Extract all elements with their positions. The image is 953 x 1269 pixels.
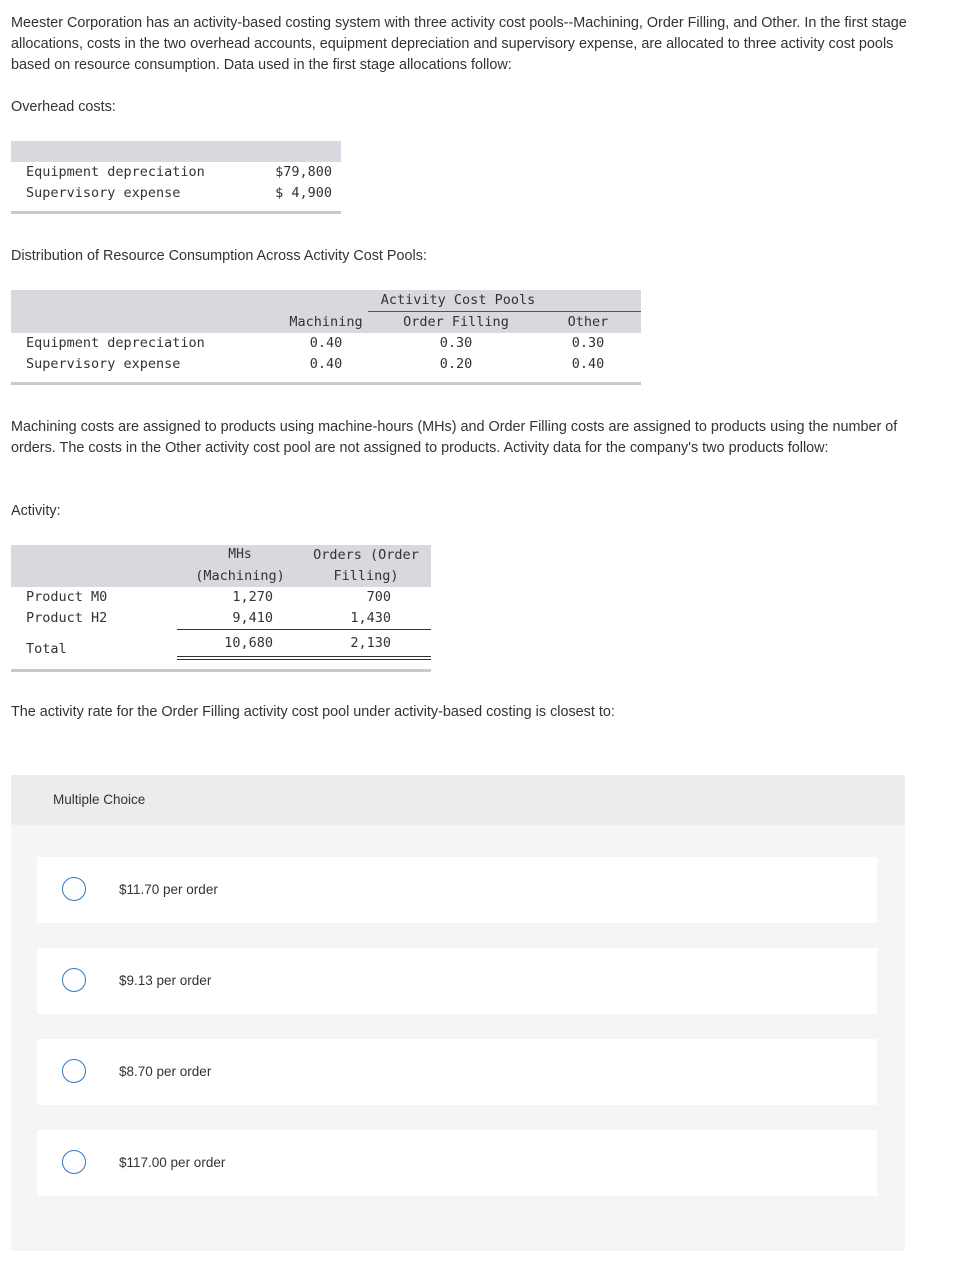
radio-button[interactable] [62,968,86,992]
machining-text: Machining costs are assigned to products using machine-hours (MHs) and Order Filling costs are assigned to products using the number of orders. The costs in the Other activity cost pool are not assigned to products. Activity data for the company's two products follow: [11,419,898,456]
choice-label: $117.00 per order [119,1155,226,1170]
activity-mhs: 1,270 [232,589,273,605]
choice-label: $9.13 per order [119,973,212,988]
activity-total-orders: 2,130 [350,635,391,651]
column-header-other: Other [567,314,609,330]
activity-mhs: 9,410 [232,610,273,626]
activity-total-label: Total [26,641,67,657]
distribution-value: 0.40 [309,356,343,372]
column-header-order-filling: Order Filling [403,314,509,330]
overhead-row-amount: $ 4,900 [275,185,332,201]
overhead-label: Overhead costs: [11,99,116,115]
choice-option-3[interactable] [37,1039,877,1105]
distribution-value: 0.30 [439,335,473,351]
activity-total-mhs: 10,680 [224,635,273,651]
activity-row-name: Product H2 [26,610,108,626]
multiple-choice-title: Multiple Choice [53,792,146,807]
choice-label: $11.70 per order [119,882,218,897]
orders-header-line2: Filling) [333,568,399,584]
question-text: The activity rate for the Order Filling activity cost pool under activity-based costing is closest to: [11,704,615,720]
activity-orders: 1,430 [350,610,391,626]
distribution-value: 0.40 [571,356,605,372]
mhs-header-line2: (Machining) [195,568,285,584]
radio-button[interactable] [62,1059,86,1083]
choice-option-2[interactable] [37,948,877,1014]
orders-header-line1: Orders (Order [313,547,419,563]
group-header: Activity Cost Pools [380,292,536,308]
multiple-choice-header [11,775,905,825]
distribution-row-name: Equipment depreciation [26,335,205,351]
column-header-machining: Machining [289,314,363,330]
overhead-row-name: Equipment depreciation [26,164,205,180]
mhs-header-line1: MHs [228,547,252,562]
distribution-row-name: Supervisory expense [26,356,181,372]
choice-option-1[interactable] [37,857,877,923]
activity-row-name: Product M0 [26,589,108,605]
overhead-row-name: Supervisory expense [26,185,181,201]
distribution-value: 0.30 [571,335,605,351]
radio-button[interactable] [62,877,86,901]
activity-label: Activity: [11,503,61,519]
distribution-value: 0.40 [309,335,343,351]
overhead-row-amount: $79,800 [275,164,332,180]
distribution-label: Distribution of Resource Consumption Across Activity Cost Pools: [11,248,427,264]
intro-text: Meester Corporation has an activity-based costing system with three activity cost pools--Machining, Order Filling, and Other. In the first stage allocations, costs in the two overhead accounts, equipment depreciation and supervisory expense, are allocated to three activity cost pools based on resource consumption. Data used in the first stage allocations follow: [11,15,907,73]
radio-button[interactable] [62,1150,86,1174]
choice-label: $8.70 per order [119,1064,212,1079]
activity-orders: 700 [366,589,391,605]
distribution-value: 0.20 [439,356,473,372]
multiple-choice-panel [11,775,905,1251]
choice-option-4[interactable] [37,1130,877,1196]
